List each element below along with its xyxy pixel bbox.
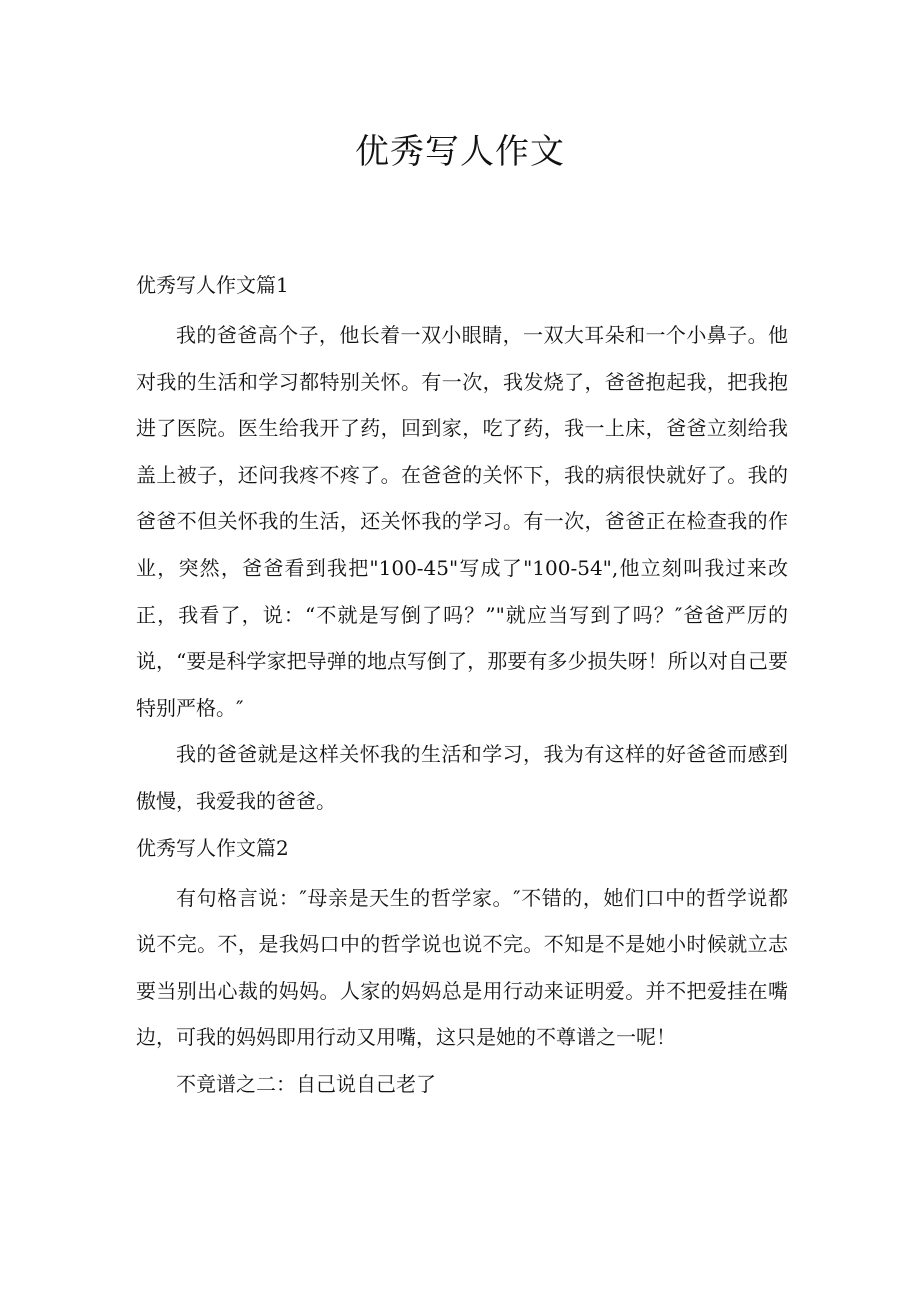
section-heading-2: 优秀写人作文篇2 bbox=[136, 835, 289, 860]
essay-section-1 bbox=[136, 262, 788, 825]
section-2-paragraph-2: 不竟谱之二：自己说自己老了 bbox=[176, 1071, 436, 1096]
document-body bbox=[136, 262, 788, 1108]
section-1-paragraph-2: 我的爸爸就是这样关怀我的生活和学习，我为有这样的好爸爸而感到傲慢，我爱我的爸爸。 bbox=[136, 742, 788, 813]
essay-section-2 bbox=[136, 825, 788, 1108]
section-2-paragraph-1: 有句格言说：″母亲是天生的哲学家。″不错的，她们口中的哲学说都说不完。不，是我妈口中的哲学说也说不完。不知是不是她小时候就立志要当别出心裁的妈妈。人家的妈妈总是用行动来证明爱。并不把爱挂在嘴边，可我的妈妈即用行动又用嘴，这只是她的不尊谱之一呢！ bbox=[136, 885, 788, 1050]
section-heading-1: 优秀写人作文篇1 bbox=[136, 273, 289, 297]
document-title: 优秀写人作文 bbox=[355, 132, 565, 172]
section-1-paragraph-1: 我的爸爸高个子，他长着一双小眼睛，一双大耳朵和一个小鼻子。他对我的生活和学习都特别关怀。有一次，我发烧了，爸爸抱起我，把我抱进了医院。医生给我开了药，回到家，吃了药，我一上床，爸爸立刻给我盖上被子，还问我疼不疼了。在爸爸的关怀下，我的病很快就好了。我的爸爸不但关怀我的生活，还关怀我的学习。有一次，爸爸正在检查我的作业，突然，爸爸看到我把"100-45"写成了"100-54",他立刻叫我过来改正，我看了，说：“不就是写倒了吗？”"就应当写到了吗？″爸爸严厉的说，“要是科学家把导弹的地点写倒了，那要有多少损失呀！所以对自己要特别严格。″ bbox=[136, 323, 788, 720]
